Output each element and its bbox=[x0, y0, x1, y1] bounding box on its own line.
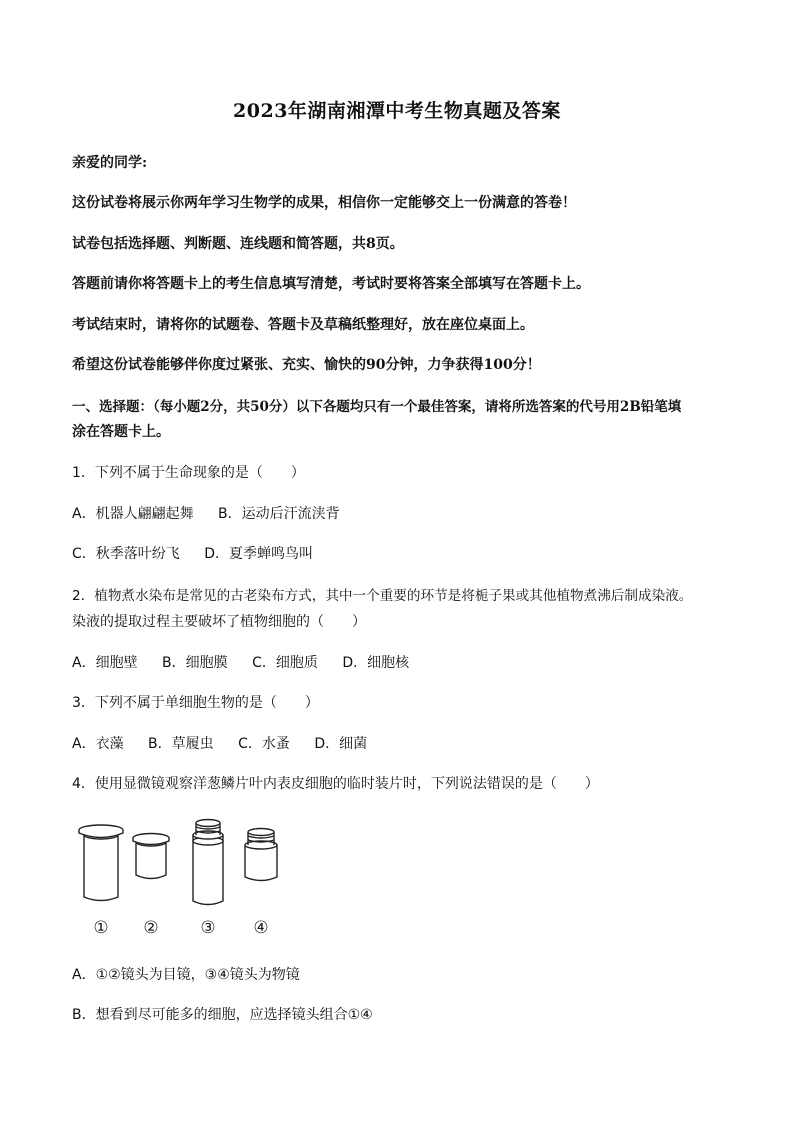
q2-option-a: A．细胞壁 bbox=[72, 655, 138, 671]
q2-option-c: C．细胞质 bbox=[252, 655, 318, 671]
q1-option-c: C．秋季落叶纷飞 bbox=[72, 546, 180, 562]
q3-option-d: D．细菌 bbox=[314, 736, 368, 752]
lens-4-label: ④ bbox=[253, 918, 269, 938]
q3-options bbox=[72, 733, 387, 753]
intro-line-3: 答题前请你将答题卡上的考生信息填写清楚，考试时要将答案全部填写在答题卡上。 bbox=[72, 276, 590, 292]
section-heading-line-2: 涂在答题卡上。 bbox=[72, 424, 170, 440]
q2-options bbox=[72, 652, 429, 672]
q1-options-row-1 bbox=[72, 503, 360, 523]
q3-option-a: A．衣藻 bbox=[72, 736, 124, 752]
q2-stem-line-1: 2．植物煮水染布是常见的古老染布方式，其中一个重要的环节是将栀子果或其他植物煮沸后制成染液。 bbox=[72, 588, 693, 604]
lens-3-objective-long bbox=[193, 820, 223, 905]
section-heading-line-1: 一、选择题：（每小题2分，共50分）以下各题均只有一个最佳答案，请将所选答案的代号用2B铅笔填 bbox=[72, 399, 682, 415]
intro-line-5: 希望这份试卷能够伴你度过紧张、充实、愉快的90分钟，力争获得100分！ bbox=[72, 357, 541, 373]
q4-option-b: B．想看到尽可能多的细胞，应选择镜头组合①④ bbox=[72, 1007, 373, 1023]
q3-stem: 3．下列不属于单细胞生物的是（ ） bbox=[72, 695, 319, 711]
greeting: 亲爱的同学: bbox=[72, 155, 148, 171]
q2-stem-line-2: 染液的提取过程主要破坏了植物细胞的（ ） bbox=[72, 614, 366, 630]
q1-options-row-2 bbox=[72, 543, 333, 563]
page-title: 2023年湖南湘潭中考生物真题及答案 bbox=[233, 100, 561, 122]
q1-stem: 1．下列不属于生命现象的是（ ） bbox=[72, 465, 305, 481]
q1-option-d: D．夏季蝉鸣鸟叫 bbox=[204, 546, 314, 562]
q4-stem: 4．使用显微镜观察洋葱鳞片叶内表皮细胞的临时装片时，下列说法错误的是（ ） bbox=[72, 776, 599, 792]
intro-line-2: 试卷包括选择题、判断题、连线题和简答题，共8页。 bbox=[72, 236, 404, 252]
q2-option-b: B．细胞膜 bbox=[162, 655, 228, 671]
q1-option-a: A．机器人翩翩起舞 bbox=[72, 506, 194, 522]
lens-1-label: ① bbox=[93, 918, 109, 938]
q4-option-a: A．①②镜头为目镜，③④镜头为物镜 bbox=[72, 967, 300, 983]
q3-option-c: C．水蚤 bbox=[238, 736, 290, 752]
intro-line-1: 这份试卷将展示你两年学习生物学的成果，相信你一定能够交上一份满意的答卷！ bbox=[72, 195, 576, 211]
lens-3-label: ③ bbox=[200, 918, 216, 938]
lens-4-objective-short bbox=[245, 829, 277, 881]
lens-2-eyepiece-short bbox=[133, 834, 169, 879]
lens-1-eyepiece-long bbox=[79, 825, 123, 901]
q2-option-d: D．细胞核 bbox=[342, 655, 410, 671]
q3-option-b: B．草履虫 bbox=[148, 736, 214, 752]
q1-option-b: B．运动后汗流浃背 bbox=[218, 506, 340, 522]
lens-2-label: ② bbox=[143, 918, 159, 938]
intro-line-4: 考试结束时，请将你的试题卷、答题卡及草稿纸整理好，放在座位桌面上。 bbox=[72, 317, 534, 333]
microscope-lens-figure bbox=[72, 815, 292, 943]
